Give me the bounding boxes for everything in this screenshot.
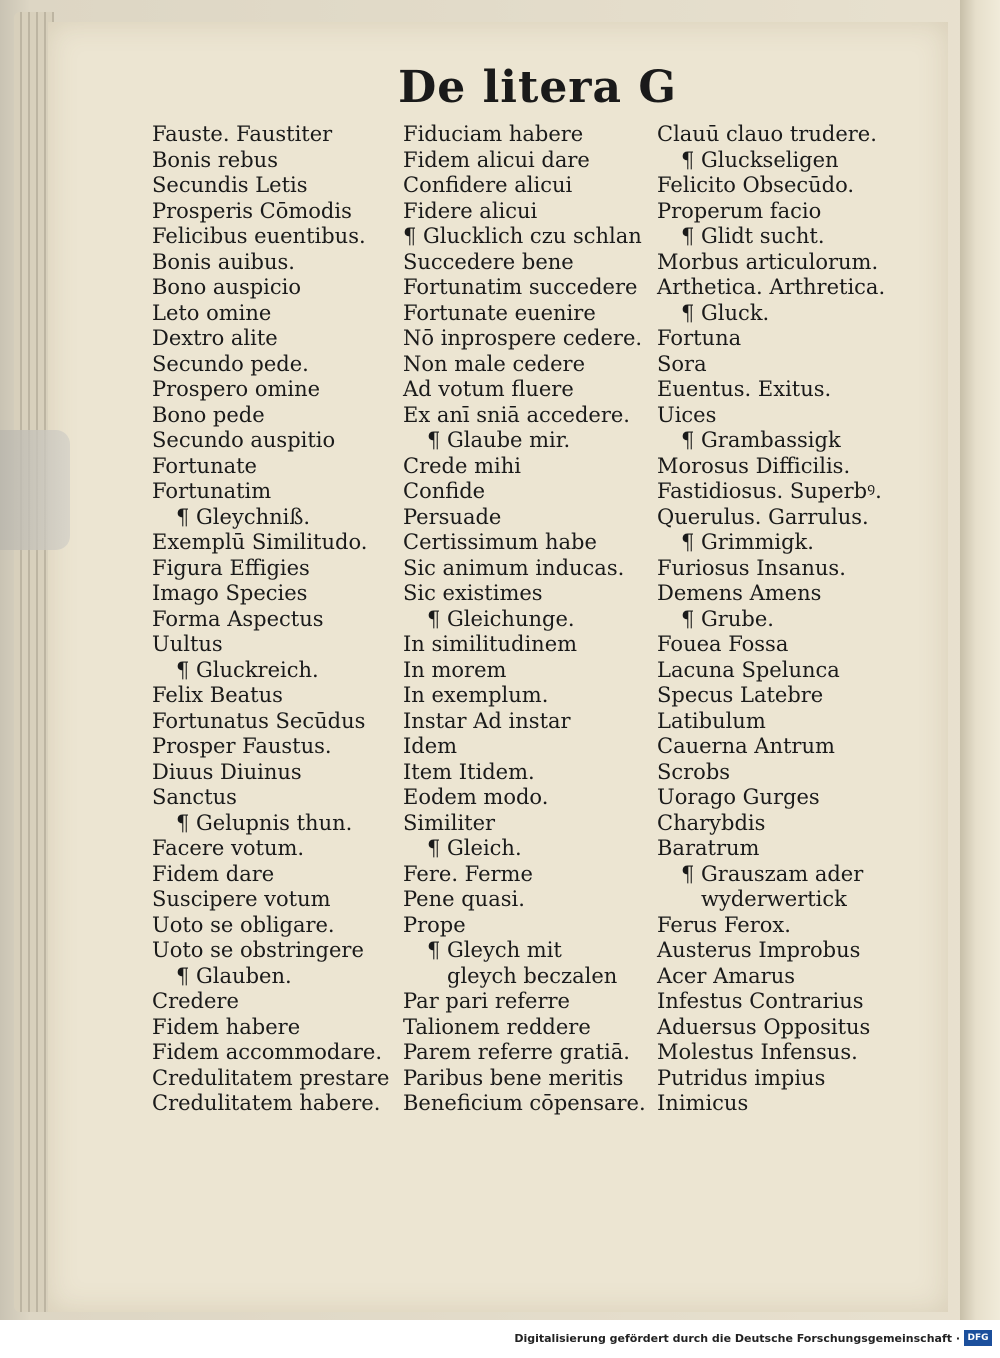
entry-line: Leto omine [152, 300, 272, 325]
entry-line: Credulitatem habere. [152, 1091, 381, 1115]
book-gutter [960, 0, 1000, 1320]
entry-line: gleych beczalen [447, 963, 618, 988]
entry-line: Secundo pede. [152, 351, 309, 376]
entry-line: Aduersus Oppositus [657, 1014, 871, 1039]
entry-line: Parem referre gratiā. [403, 1040, 630, 1064]
entry-line: Fidere alicui [403, 198, 538, 223]
page-clip [0, 430, 70, 550]
entry-line: Sic existimes [403, 581, 543, 605]
entry-line: Suscipere votum [152, 887, 331, 911]
entry-line: Morosus Difficilis. [657, 453, 851, 478]
entry-line: wyderwertick [701, 887, 847, 911]
entry-line: Ferus Ferox. [657, 912, 791, 937]
entry-line: Morbus articulorum. [657, 249, 879, 274]
entry-line: Fortuna [657, 326, 742, 350]
entry-line: Fortunate [152, 453, 257, 478]
entry-line: Infestus Contrarius [657, 989, 864, 1013]
entry-line: Fidem alicui dare [403, 147, 590, 172]
entry-line: Fortunate euenire [403, 300, 596, 325]
entry-line: Dextro alite [152, 326, 278, 350]
entry-line: Instar Ad instar [403, 708, 571, 733]
entry-heading: ¶ Gelupnis thun. [176, 810, 353, 835]
entry-heading: ¶ Gleychniß. [176, 504, 311, 529]
entry-line: Forma Aspectus [152, 606, 324, 631]
entry-line: Putridus impius [657, 1065, 826, 1090]
entry-heading: ¶ Gleych mit [427, 938, 562, 962]
entry-line: Fouea Fossa [657, 632, 789, 656]
entry-heading: ¶ Gluckreich. [176, 657, 319, 682]
entry-line: Arthetica. Arthretica. [657, 275, 886, 299]
entry-line: Fidem dare [152, 861, 275, 886]
entry-line: Uoto se obligare. [152, 912, 335, 937]
entry-line: Sic animum inducas. [403, 555, 625, 580]
entry-line: Clauū clauo trudere. [657, 122, 877, 146]
entry-line: Fortunatim [152, 479, 272, 503]
entry-heading: ¶ Gluckseligen [681, 147, 839, 172]
entry-line: Secundis Letis [152, 173, 308, 197]
entry-line: Baratrum [657, 836, 760, 860]
entry-line: Secundo auspitio [152, 428, 336, 452]
entry-line: Furiosus Insanus. [657, 555, 846, 580]
entry-line: Facere votum. [152, 836, 305, 860]
entry-heading: ¶ Glauben. [176, 963, 292, 988]
entry-line: Uices [657, 402, 717, 427]
entry-line: Bono pede [152, 402, 265, 427]
entry-heading: ¶ Grube. [681, 606, 774, 631]
entry-line: Prope [403, 912, 466, 937]
entry-line: Lacuna Spelunca [657, 657, 840, 682]
entry-line: Confidere alicui [403, 173, 573, 197]
entry-line: Fere. Ferme [403, 861, 533, 886]
entry-line: Item Itidem. [403, 759, 535, 784]
entry-line: Ex anī sniā accedere. [403, 402, 630, 427]
entry-line: Euentus. Exitus. [657, 377, 832, 401]
dfg-logo: DFG [964, 1330, 992, 1346]
entry-line: Fortunatus Secūdus [152, 708, 366, 733]
entry-line: Inimicus [657, 1091, 749, 1115]
entry-line: Felicibus euentibus. [152, 224, 366, 248]
column-2 [403, 122, 661, 1117]
entry-line: Ad votum fluere [403, 377, 574, 401]
entry-line: Eodem modo. [403, 785, 549, 809]
entry-line: Demens Amens [657, 581, 822, 605]
entry-line: Uorago Gurges [657, 785, 820, 809]
entry-heading: ¶ Glaube mir. [427, 428, 571, 452]
entry-line: Fidem accommodare. [152, 1040, 383, 1064]
entry-line: Bono auspicio [152, 275, 302, 299]
entry-line: Prospero omine [152, 377, 321, 401]
entry-line: Felicito Obsecūdo. [657, 173, 855, 197]
entry-heading: ¶ Glidt sucht. [681, 224, 825, 248]
entry-line: Uoto se obstringere [152, 938, 364, 962]
entry-line: Exemplū Similitudo. [152, 530, 368, 554]
entry-heading: ¶ Gluck. [681, 300, 770, 325]
entry-line: Bonis rebus [152, 147, 278, 172]
entry-line: Non male cedere [403, 351, 585, 376]
footer-bar [0, 1320, 1000, 1358]
entry-line: In exemplum. [403, 683, 549, 707]
entry-line: Similiter [403, 810, 496, 835]
entry-line: Credulitatem prestare [152, 1065, 390, 1090]
entry-line: Confide [403, 479, 486, 503]
entry-line: Nō inprospere cedere. [403, 326, 643, 350]
entry-line: Felix Beatus [152, 683, 283, 707]
entry-line: Latibulum [657, 708, 766, 733]
entry-line: ¶ Glucklich czu schlan [403, 224, 642, 248]
entry-line: Charybdis [657, 810, 766, 835]
entry-line: Specus Latebre [657, 683, 824, 707]
entry-line: Idem [403, 734, 458, 758]
entry-line: Scrobs [657, 759, 731, 784]
entry-line: Fastidiosus. Superbꝰ. [657, 479, 882, 503]
entry-heading: ¶ Grimmigk. [681, 530, 814, 554]
entry-line: Prosper Faustus. [152, 734, 332, 758]
entry-line: Acer Amarus [657, 963, 796, 988]
entry-line: Properum facio [657, 198, 822, 223]
entry-line: Querulus. Garrulus. [657, 504, 869, 529]
column-1 [152, 122, 407, 1117]
page-title: De litera G [398, 62, 677, 113]
entry-line: Imago Species [152, 581, 308, 605]
entry-line: Par pari referre [403, 989, 570, 1013]
entry-line: Fidem habere [152, 1014, 301, 1039]
entry-line: Succedere bene [403, 249, 574, 274]
entry-line: Sora [657, 351, 707, 376]
entry-line: Paribus bene meritis [403, 1065, 624, 1090]
entry-line: Molestus Infensus. [657, 1040, 858, 1064]
entry-line: Sanctus [152, 785, 237, 809]
entry-line: Certissimum habe [403, 530, 597, 554]
entry-line: Uultus [152, 632, 223, 656]
entry-line: Credere [152, 989, 239, 1013]
footer-credit: Digitalisierung gefördert durch die Deutsche Forschungsgemeinschaft · [514, 1332, 960, 1345]
entry-line: Fauste. Faustiter [152, 122, 333, 146]
entry-heading: ¶ Grauszam ader [681, 861, 864, 886]
entry-line: Prosperis Cōmodis [152, 198, 352, 223]
entry-line: Talionem reddere [403, 1014, 591, 1039]
entry-line: Figura Effigies [152, 555, 310, 580]
entry-line: Cauerna Antrum [657, 734, 835, 758]
entry-line: Bonis auibus. [152, 249, 295, 274]
entry-line: Pene quasi. [403, 887, 525, 911]
entry-line: Diuus Diuinus [152, 759, 302, 784]
entry-line: Fortunatim succedere [403, 275, 638, 299]
entry-heading: ¶ Gleich. [427, 836, 522, 860]
entry-line: Crede mihi [403, 453, 521, 478]
entry-heading: ¶ Grambassigk [681, 428, 841, 452]
entry-line: Fiduciam habere [403, 122, 584, 146]
entry-line: In similitudinem [403, 632, 578, 656]
entry-heading: ¶ Gleichunge. [427, 606, 575, 631]
entry-line: Austerus Improbus [657, 938, 861, 962]
entry-line: In morem [403, 657, 507, 682]
column-3 [657, 122, 912, 1117]
entry-line: Persuade [403, 504, 502, 529]
entry-line: Beneficium cōpensare. [403, 1091, 646, 1115]
